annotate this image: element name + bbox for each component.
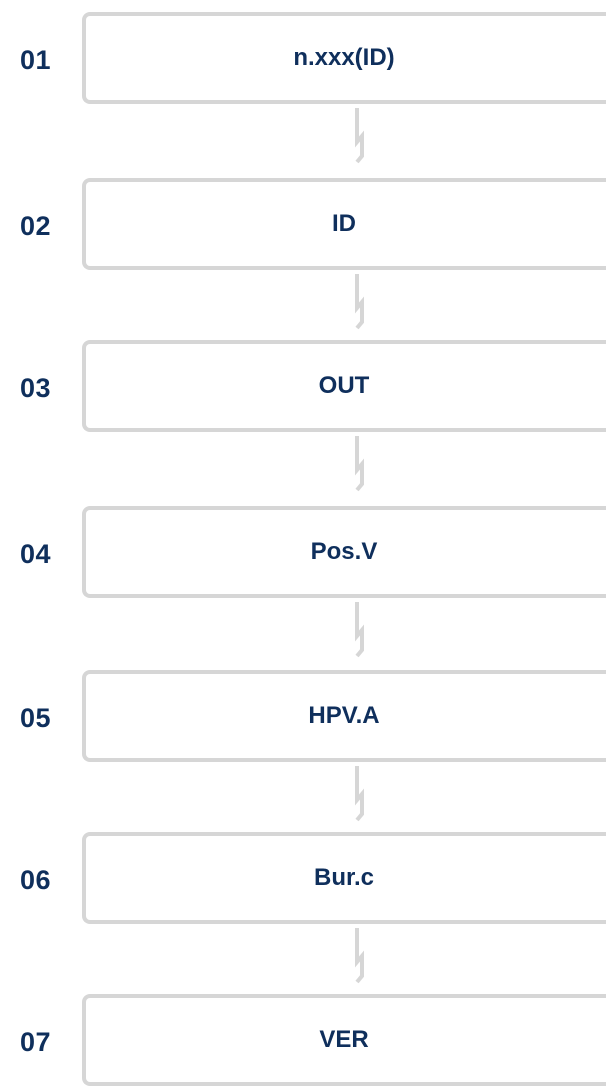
step-01 <box>0 12 606 108</box>
step-label: Bur.c <box>313 864 375 891</box>
step-label: HPV.A <box>308 702 380 729</box>
step-label: ID <box>332 210 356 237</box>
step-label: n.xxx(ID) <box>293 44 395 71</box>
step-number: 06 <box>20 865 52 895</box>
step-03 <box>0 340 606 436</box>
step-number: 04 <box>20 539 52 569</box>
step-number: 03 <box>20 373 52 403</box>
connector-arrow <box>348 598 372 668</box>
step-label: OUT <box>318 372 370 399</box>
connector-arrow <box>348 270 372 340</box>
connector-arrow <box>348 104 372 174</box>
connector-arrow <box>348 762 372 832</box>
connector-arrow <box>348 432 372 502</box>
step-number: 02 <box>20 211 52 241</box>
step-number: 07 <box>20 1027 52 1057</box>
step-04 <box>0 506 606 602</box>
step-number: 01 <box>20 45 52 75</box>
step-label: VER <box>319 1026 369 1053</box>
step-label: Pos.V <box>310 538 378 565</box>
step-02 <box>0 178 606 274</box>
step-07 <box>0 994 606 1090</box>
step-05 <box>0 670 606 766</box>
connector-arrow <box>348 924 372 994</box>
step-06 <box>0 832 606 928</box>
step-number: 05 <box>20 703 52 733</box>
